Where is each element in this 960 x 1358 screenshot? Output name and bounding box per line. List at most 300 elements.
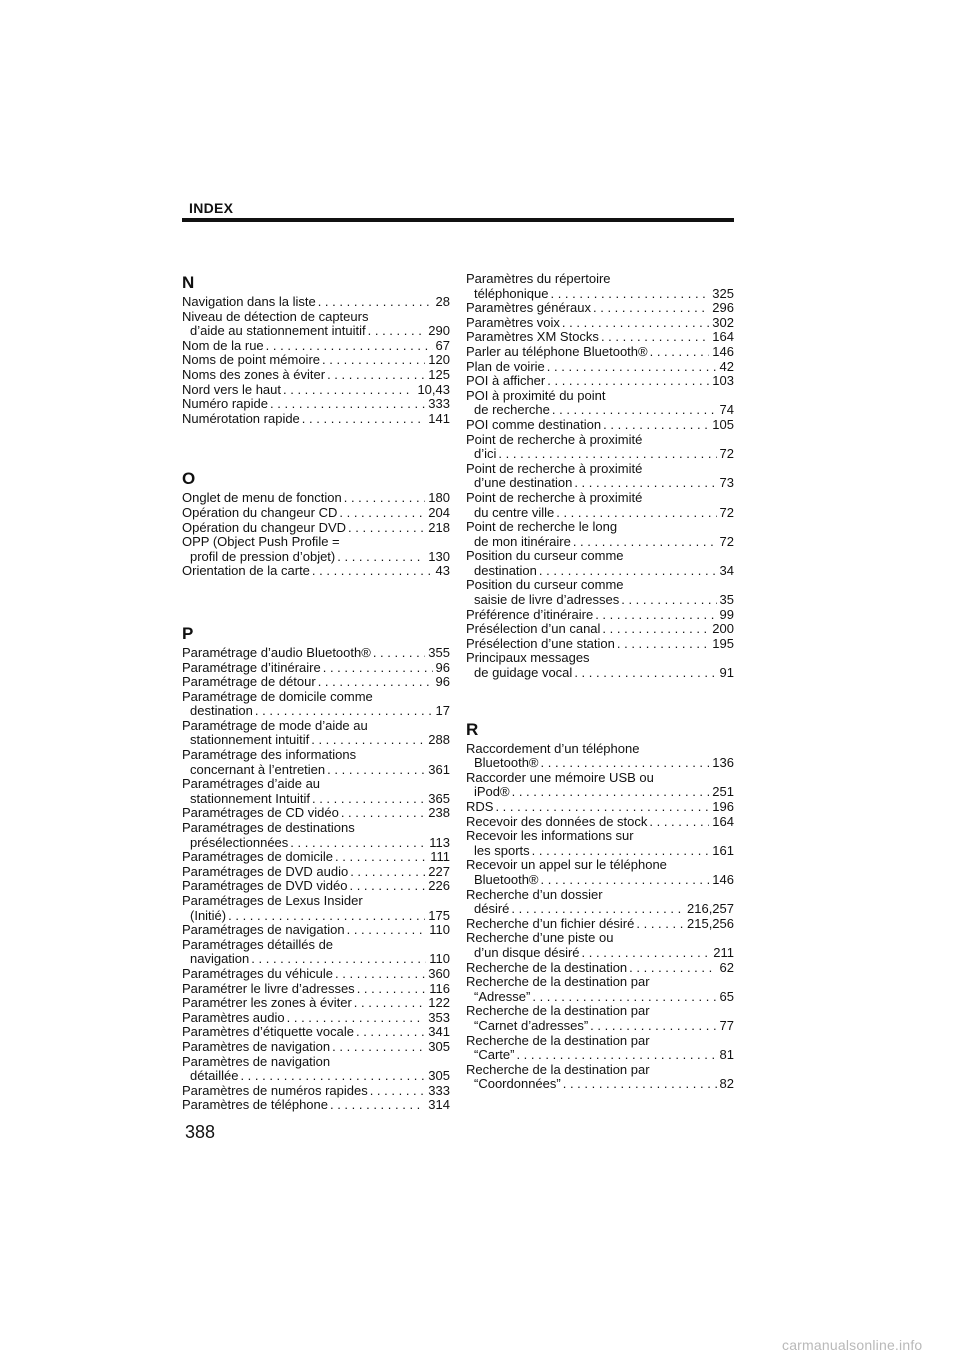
dot-leader (370, 1084, 426, 1099)
dot-leader (270, 397, 425, 412)
index-entry (182, 719, 450, 748)
index-entry (182, 675, 450, 690)
entry-list (182, 646, 450, 1113)
index-entry-page: 65 (719, 988, 734, 1004)
index-entry-line (466, 800, 734, 815)
section-p-continued (466, 272, 734, 681)
index-entry-text: d’une destination (474, 475, 573, 491)
index-entry-text: destination (474, 562, 537, 578)
index-entry (182, 982, 450, 997)
dot-leader (318, 295, 433, 310)
index-entry-page: 164 (712, 813, 734, 829)
index-entry-line (466, 815, 734, 830)
section-letter: O (182, 469, 196, 489)
index-entry-page: 211 (713, 944, 734, 960)
index-entry-page: 290 (428, 323, 450, 339)
index-entry-text: Raccorder une mémoire USB ou (466, 769, 654, 785)
index-entry-page: 341 (428, 1024, 450, 1040)
index-entry-text: Paramétrage de mode d’aide au (182, 717, 368, 733)
index-entry-line (466, 330, 734, 345)
index-entry-page: 215,256 (687, 915, 734, 931)
dot-leader (649, 815, 709, 830)
index-entry-text: navigation (190, 951, 250, 967)
index-entry-text: désiré (474, 901, 510, 917)
index-entry-page: 226 (428, 878, 450, 894)
index-entry (182, 661, 450, 676)
index-entry-page: 67 (435, 337, 450, 353)
index-entry-line (182, 982, 450, 997)
index-column-right (466, 272, 734, 1092)
index-entry-text: (Initié) (190, 907, 227, 923)
index-entry-line (466, 873, 734, 888)
index-entry-line (182, 506, 450, 521)
index-entry-text: Paramètres de téléphone (182, 1097, 328, 1113)
index-entry-text: Nom de la rue (182, 337, 264, 353)
index-entry (182, 295, 450, 310)
index-entry-text: destination (190, 703, 253, 719)
dot-leader (302, 412, 426, 427)
dot-leader (532, 990, 716, 1005)
index-entry-line (466, 917, 734, 932)
index-entry-page: 227 (428, 863, 450, 879)
index-entry-page: 355 (428, 644, 450, 660)
dot-leader (547, 360, 717, 375)
index-entry-text: Paramètres du répertoire (466, 271, 611, 286)
index-entry-page: 72 (719, 446, 734, 462)
index-entry-text: “Coordonnées” (474, 1076, 561, 1092)
index-entry-line (182, 879, 450, 894)
index-entry-line (466, 608, 734, 623)
index-entry-line (182, 996, 450, 1011)
index-entry (182, 1025, 450, 1040)
index-entry-text: de guidage vocal (474, 665, 573, 681)
index-entry (182, 850, 450, 865)
index-entry-line (466, 301, 734, 316)
index-entry-line (182, 383, 450, 398)
index-entry-line (182, 1098, 450, 1113)
index-entry-line (182, 719, 450, 734)
index-entry-page: 43 (435, 563, 450, 579)
index-entry-line (182, 821, 450, 836)
index-entry-page: 333 (428, 1082, 450, 1098)
dot-leader (251, 952, 426, 967)
index-entry (466, 961, 734, 976)
index-entry-text: Paramétrage de domicile comme (182, 688, 373, 704)
index-entry (182, 339, 450, 354)
index-entry (466, 272, 734, 301)
index-entry-page: 251 (712, 784, 734, 800)
index-entry-text: Recherche de la destination par (466, 974, 650, 990)
index-entry-line (466, 462, 734, 477)
index-entry-text: Numérotation rapide (182, 410, 300, 426)
index-entry-line (466, 742, 734, 757)
index-entry-text: Paramètres de navigation (182, 1053, 331, 1069)
dot-leader (354, 996, 426, 1011)
index-entry-text: Position du curseur comme (466, 577, 624, 593)
index-entry-text: Parler au téléphone Bluetooth® (466, 343, 648, 359)
index-entry-text: Numéro rapide (182, 396, 268, 412)
index-entry-text: POI comme destination (466, 416, 602, 432)
index-entry-text: Recevoir un appel sur le téléphone (466, 857, 667, 873)
index-entry (466, 917, 734, 932)
index-entry-line (182, 661, 450, 676)
dot-leader (574, 476, 716, 491)
entry-list (466, 272, 734, 681)
index-entry (182, 923, 450, 938)
index-entry-line (466, 593, 734, 608)
index-entry-page: 122 (428, 995, 450, 1011)
index-entry-line (182, 748, 450, 763)
dot-leader (602, 622, 709, 637)
index-entry (182, 1040, 450, 1055)
section-letter: R (466, 719, 479, 739)
dot-leader (255, 704, 433, 719)
index-entry (466, 608, 734, 623)
index-entry-text: Recevoir les informations sur (466, 828, 634, 844)
dot-leader (290, 836, 426, 851)
index-entry-line (182, 733, 450, 748)
index-entry-line (182, 777, 450, 792)
section-letter: P (182, 623, 194, 643)
dot-leader (563, 1077, 717, 1092)
index-entry-page: 302 (712, 314, 734, 330)
index-entry-line (182, 310, 450, 325)
index-entry-line (466, 829, 734, 844)
index-entry-page: 77 (719, 1017, 734, 1033)
dot-leader (344, 491, 426, 506)
index-entry-text: Paramétrages du véhicule (182, 965, 334, 981)
index-entry-page: 81 (719, 1047, 734, 1063)
index-entry-line (466, 771, 734, 786)
index-entry (182, 777, 450, 806)
index-entry-text: Paramètres de navigation (182, 1038, 331, 1054)
index-entry (466, 858, 734, 887)
index-entry-page: 110 (429, 951, 450, 967)
index-entry-text: Nord vers le haut (182, 381, 281, 397)
index-entry-page: 72 (719, 533, 734, 549)
section-n (182, 272, 450, 426)
index-entry-line (182, 952, 450, 967)
index-entry-line (466, 316, 734, 331)
index-entry (182, 521, 450, 536)
index-entry-page: 116 (429, 980, 450, 996)
index-entry-line (182, 850, 450, 865)
index-entry (466, 1034, 734, 1063)
index-entry-text: d’un disque désiré (474, 944, 580, 960)
index-entry-text: d’ici (474, 446, 497, 462)
index-entry-line (466, 961, 734, 976)
index-entry-text: Navigation dans la liste (182, 294, 316, 309)
index-entry-line (182, 521, 450, 536)
index-entry-line (182, 967, 450, 982)
index-entry-text: Plan de voirie (466, 358, 545, 374)
index-entry-text: Paramétrer les zones à éviter (182, 995, 352, 1011)
dot-leader (347, 923, 427, 938)
dot-leader (240, 1069, 425, 1084)
index-entry-line (466, 418, 734, 433)
index-entry (466, 815, 734, 830)
index-entry (466, 389, 734, 418)
dot-leader (327, 763, 425, 778)
index-entry-text: Préférence d’itinéraire (466, 606, 594, 622)
index-entry (182, 938, 450, 967)
index-entry-page: 305 (428, 1038, 450, 1054)
dot-leader (311, 733, 425, 748)
entry-list (466, 742, 734, 1092)
index-entry-text: Recherche de la destination par (466, 1032, 650, 1048)
index-entry-line (182, 1040, 450, 1055)
index-entry-text: Point de recherche à proximité (466, 489, 643, 505)
index-entry (182, 535, 450, 564)
index-entry (466, 374, 734, 389)
dot-leader (330, 1098, 425, 1113)
index-entry-text: Position du curseur comme (466, 548, 624, 564)
index-entry-line (466, 447, 734, 462)
index-entry-text: Paramétrage d’audio Bluetooth® (182, 644, 371, 660)
dot-leader (556, 506, 716, 521)
index-entry-page: 146 (712, 343, 734, 359)
index-entry-page: 136 (712, 755, 734, 771)
page-header-title: INDEX (189, 200, 234, 216)
index-entry (466, 360, 734, 375)
index-entry-page: 82 (719, 1076, 734, 1092)
index-entry-line (182, 675, 450, 690)
index-entry-line (466, 651, 734, 666)
index-entry-page: 146 (712, 871, 734, 887)
index-entry-page: 353 (428, 1009, 450, 1025)
index-entry-line (466, 564, 734, 579)
index-entry-text: stationnement intuitif (190, 732, 310, 748)
index-entry (182, 690, 450, 719)
section-r (466, 719, 734, 1092)
dot-leader (582, 946, 711, 961)
index-entry-text: Paramétrages de CD vidéo (182, 805, 339, 821)
index-entry-text: Paramétrer le livre d’adresses (182, 980, 355, 996)
index-entry-line (466, 785, 734, 800)
index-entry (466, 931, 734, 960)
index-entry-text: Onglet de menu de fonction (182, 490, 342, 506)
index-entry (182, 412, 450, 427)
dot-leader (323, 661, 433, 676)
index-entry (182, 996, 450, 1011)
dot-leader (335, 850, 427, 865)
index-entry (182, 383, 450, 398)
dot-leader (512, 785, 710, 800)
index-entry-line (182, 564, 450, 579)
index-entry-line (466, 506, 734, 521)
index-entry (466, 491, 734, 520)
index-entry-text: Point de recherche le long (466, 519, 618, 535)
dot-leader (511, 902, 684, 917)
index-entry-line (466, 491, 734, 506)
index-entry-line (466, 535, 734, 550)
index-entry-page: 99 (719, 606, 734, 622)
index-entry (182, 506, 450, 521)
index-entry-text: concernant à l’entretien (190, 761, 326, 777)
index-entry-line (466, 1063, 734, 1078)
dot-leader (562, 316, 709, 331)
dot-leader (590, 1019, 716, 1034)
index-entry-text: Paramétrages de DVD vidéo (182, 878, 348, 894)
dot-leader (573, 535, 717, 550)
index-entry-page: 175 (428, 907, 450, 923)
dot-leader (322, 353, 425, 368)
index-entry-text: les sports (474, 842, 530, 858)
dot-leader (650, 345, 710, 360)
index-entry (466, 316, 734, 331)
index-entry-line (466, 990, 734, 1005)
index-entry-text: d’aide au stationnement intuitif (190, 323, 366, 339)
index-entry-line (182, 836, 450, 851)
index-entry (182, 397, 450, 412)
index-column-left (182, 272, 450, 1113)
index-entry-page: 218 (428, 519, 450, 535)
index-entry (182, 1011, 450, 1026)
index-entry-page: 161 (712, 842, 734, 858)
index-entry-line (466, 345, 734, 360)
dot-leader (550, 287, 709, 302)
dot-leader (636, 917, 684, 932)
index-entry-text: profil de pression d’objet) (190, 548, 336, 564)
index-entry-line (182, 909, 450, 924)
index-entry (182, 806, 450, 821)
index-entry-text: Recevoir des données de stock (466, 813, 648, 829)
index-entry (466, 462, 734, 491)
index-entry-page: 91 (719, 665, 734, 681)
dot-leader (603, 418, 709, 433)
index-entry-text: Opération du changeur CD (182, 504, 338, 520)
index-entry-line (466, 1034, 734, 1049)
index-entry-page: 120 (428, 352, 450, 368)
index-entry (182, 310, 450, 339)
index-entry-line (182, 324, 450, 339)
index-entry-text: POI à afficher (466, 373, 546, 389)
index-entry (466, 742, 734, 771)
section-letter: N (182, 273, 195, 292)
index-entry-page: 130 (428, 548, 450, 564)
index-entry-text: de mon itinéraire (474, 533, 571, 549)
index-entry-line (466, 666, 734, 681)
index-entry-line (466, 403, 734, 418)
index-entry-line (182, 1025, 450, 1040)
index-entry-text: Paramètres voix (466, 314, 560, 330)
index-entry-text: Recherche de la destination par (466, 1061, 650, 1077)
index-entry-text: de recherche (474, 402, 550, 418)
index-entry-line (182, 368, 450, 383)
index-entry-page: 314 (428, 1097, 450, 1113)
index-entry-line (466, 637, 734, 652)
index-entry (182, 1098, 450, 1113)
index-entry-text: “Carte” (474, 1047, 515, 1063)
index-entry-page: 204 (428, 504, 450, 520)
index-entry-text: téléphonique (474, 285, 549, 301)
index-entry-text: Point de recherche à proximité (466, 460, 643, 476)
index-entry-line (466, 844, 734, 859)
index-entry-page: 42 (719, 358, 734, 374)
index-entry-line (466, 389, 734, 404)
index-entry-line (182, 1069, 450, 1084)
index-entry-page: 34 (719, 562, 734, 578)
index-entry (466, 1004, 734, 1033)
dot-leader (373, 646, 425, 661)
index-entry-line (182, 763, 450, 778)
dot-leader (547, 374, 709, 389)
dot-leader (312, 564, 433, 579)
dot-leader (318, 675, 433, 690)
dot-leader (532, 844, 710, 859)
dot-leader (516, 1048, 716, 1063)
index-entry-line (466, 476, 734, 491)
index-entry-text: Paramètres généraux (466, 300, 592, 316)
index-entry (182, 748, 450, 777)
index-entry-page: 96 (435, 674, 450, 690)
index-entry-line (182, 1084, 450, 1099)
index-entry-text: OPP (Object Push Profile = (182, 534, 340, 550)
index-entry-text: Recherche d’un dossier (466, 886, 603, 902)
index-entry-text: Bluetooth® (474, 871, 539, 887)
index-entry-line (182, 1011, 450, 1026)
index-entry-line (182, 295, 450, 310)
dot-leader (357, 982, 427, 997)
index-entry-line (466, 931, 734, 946)
index-entry-text: Raccordement d’un téléphone (466, 740, 640, 756)
index-entry-line (466, 888, 734, 903)
index-entry-page: 360 (428, 965, 450, 981)
dot-leader (337, 550, 425, 565)
index-entry-line (466, 1048, 734, 1063)
index-entry (466, 975, 734, 1004)
index-entry-text: Paramétrages de DVD audio (182, 863, 349, 879)
index-entry-line (182, 1055, 450, 1070)
index-entry-text: Recherche de la destination (466, 959, 628, 975)
index-entry-page: 238 (428, 805, 450, 821)
index-entry-text: Paramètres audio (182, 1009, 285, 1025)
index-entry-line (466, 578, 734, 593)
index-entry-text: Recherche d’un fichier désiré (466, 915, 635, 931)
index-entry-text: Paramétrages d’aide au (182, 776, 321, 792)
index-entry-text: Noms de point mémoire (182, 352, 320, 368)
dot-leader (617, 637, 709, 652)
dot-leader (629, 961, 716, 976)
index-entry-page: 28 (435, 294, 450, 309)
index-entry-line (182, 690, 450, 705)
index-entry-page: 296 (712, 300, 734, 316)
dot-leader (621, 593, 716, 608)
watermark-text: carmanualsonline.info (782, 1337, 923, 1353)
index-entry-page: 180 (428, 490, 450, 506)
dot-leader (552, 403, 717, 418)
index-entry-line (182, 397, 450, 412)
index-entry-page: 288 (428, 732, 450, 748)
index-entry (466, 578, 734, 607)
index-entry-text: iPod® (474, 784, 510, 800)
index-entry-text: “Adresse” (474, 988, 531, 1004)
index-entry-text: Opération du changeur DVD (182, 519, 347, 535)
index-entry-text: Paramétrages de destinations (182, 820, 355, 836)
index-entry-page: 10,43 (417, 381, 450, 397)
dot-leader (593, 301, 709, 316)
index-entry (182, 1055, 450, 1084)
dot-leader (339, 506, 425, 521)
dot-leader (356, 1025, 425, 1040)
index-entry (466, 622, 734, 637)
index-entry (466, 520, 734, 549)
index-entry-text: POI à proximité du point (466, 387, 606, 403)
index-entry-line (466, 1004, 734, 1019)
index-entry-text: Niveau de détection de capteurs (182, 308, 369, 324)
index-entry (466, 549, 734, 578)
index-entry-page: 305 (428, 1068, 450, 1084)
